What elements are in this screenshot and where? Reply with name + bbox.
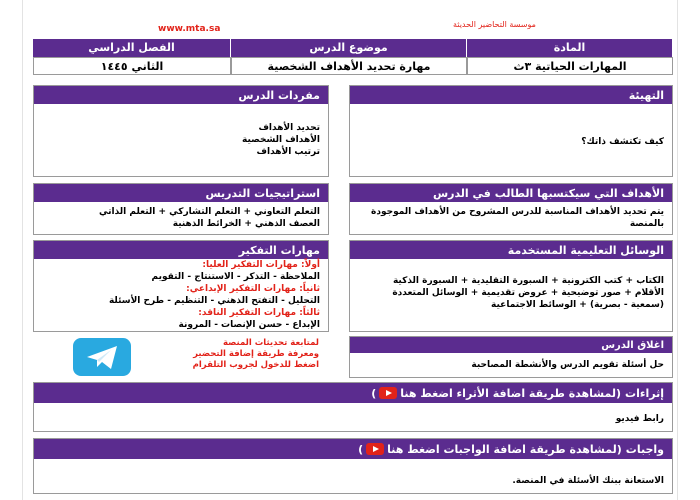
subject-value: المهارات الحياتية ٣ث xyxy=(467,57,673,75)
thinking-heading: ثالثاً: مهارات التفكير الناقد: xyxy=(198,308,320,318)
vocabulary-item: الأهداف الشخصية xyxy=(241,135,320,145)
tools-text xyxy=(392,275,664,311)
tools-title: الوسائل التعليمية المستخدمة xyxy=(350,241,672,259)
lesson-plan-page xyxy=(22,0,678,500)
vocabulary-list xyxy=(242,122,320,158)
preparation-text: كيف تكتشف ذاتك؟ xyxy=(581,137,664,147)
strategies-line: العصف الذهني + الخرائط الذهنية xyxy=(172,219,320,229)
strategies-line: التعلم التعاوني + التعلم التشاركي + التعلم الذاتي xyxy=(99,207,320,217)
preparation-box xyxy=(349,85,673,177)
thinking-title: مهارات التفكير xyxy=(34,241,328,259)
enrichment-title: إثراءات xyxy=(625,386,664,400)
closing-title: اغلاق الدرس xyxy=(350,337,672,353)
strategies-box xyxy=(33,183,329,235)
telegram-line: اضغط للدخول لجروب التلقرام xyxy=(192,360,319,370)
vocabulary-item: ترتيب الأهداف xyxy=(256,147,320,157)
homework-link[interactable]: (لمشاهدة طريقة اضافة الواجبات اضغط هنا xyxy=(387,442,622,456)
thinking-heading: ثانياً: مهارات التفكير الإبداعي: xyxy=(186,284,320,294)
thinking-skills: الإبداع - حسن الإنصات - المرونة xyxy=(178,320,320,330)
closing-text: حل أسئلة تقويم الدرس والأنشطة المصاحبة xyxy=(471,360,664,370)
telegram-line: ومعرفة طريقة إضافة التحضير xyxy=(193,349,319,359)
vocabulary-box xyxy=(33,85,329,177)
strategies-text xyxy=(99,206,320,230)
homework-link-close: ) xyxy=(358,442,364,456)
telegram-text[interactable] xyxy=(193,338,319,371)
topic-header: موضوع الدرس xyxy=(231,39,467,57)
term-value: الثاني ١٤٤٥ xyxy=(33,57,231,75)
youtube-icon[interactable] xyxy=(366,443,384,455)
telegram-line: لمتابعة تحديثات المنصة xyxy=(222,338,319,348)
topic-value: مهارة تحديد الأهداف الشخصية xyxy=(231,57,467,75)
term-header: الفصل الدراسي xyxy=(33,39,231,57)
info-table xyxy=(33,39,673,75)
thinking-skills: الملاحظة - التذكر - الاستنتاج - التقويم xyxy=(151,272,320,282)
objectives-box xyxy=(349,183,673,235)
enrichment-text[interactable]: رابط فيديو xyxy=(615,414,664,424)
site-url[interactable]: www.mta.sa xyxy=(158,24,221,34)
enrichment-header xyxy=(34,383,672,403)
telegram-icon[interactable] xyxy=(73,338,131,376)
youtube-icon[interactable] xyxy=(379,387,397,399)
enrichment-box xyxy=(33,382,673,432)
homework-title: واجبات xyxy=(625,442,664,456)
homework-header xyxy=(34,439,672,459)
vocabulary-title: مفردات الدرس xyxy=(34,86,328,104)
vocabulary-item: تحديد الأهداف xyxy=(258,123,320,133)
enrichment-link[interactable]: (لمشاهدة طريقة اضافة الأثراء اضغط هنا xyxy=(400,386,622,400)
homework-text: الاستعانة ببنك الأسئلة في المنصة. xyxy=(512,476,664,486)
objectives-title: الأهداف التي سيكتسبها الطالب في الدرس xyxy=(350,184,672,202)
homework-box xyxy=(33,438,673,494)
tools-line: الكتاب + كتب الكترونية + السبورة التقليدية + السبورة الذكية xyxy=(392,276,664,286)
objectives-line: يتم تحديد الأهداف المناسبة للدرس المشروح من الأهداف الموجودة xyxy=(371,207,664,217)
closing-box xyxy=(349,336,673,378)
org-name: موسسة التحاضير الحديثة xyxy=(453,20,536,29)
telegram-promo[interactable] xyxy=(33,336,329,380)
preparation-title: التهيئة xyxy=(350,86,672,104)
strategies-title: استراتيجيات التدريس xyxy=(34,184,328,202)
thinking-sections xyxy=(109,259,320,331)
enrichment-link-close: ) xyxy=(371,386,377,400)
tools-line: الأقلام + صور توضيحية + عروض تقديمية + الوسائل المتعددة xyxy=(392,288,664,298)
thinking-box xyxy=(33,240,329,332)
thinking-skills: التحليل - التفتح الذهني - التنظيم - طرح الأسئلة xyxy=(108,296,320,306)
objectives-text xyxy=(371,206,664,230)
subject-header: المادة xyxy=(467,39,673,57)
tools-box xyxy=(349,240,673,332)
objectives-line: بالمنصة xyxy=(629,219,664,229)
thinking-heading: أولاً: مهارات التفكير العليا: xyxy=(202,260,320,270)
tools-line: (سمعية - بصرية) + الوسائط الاجتماعية xyxy=(491,300,664,310)
